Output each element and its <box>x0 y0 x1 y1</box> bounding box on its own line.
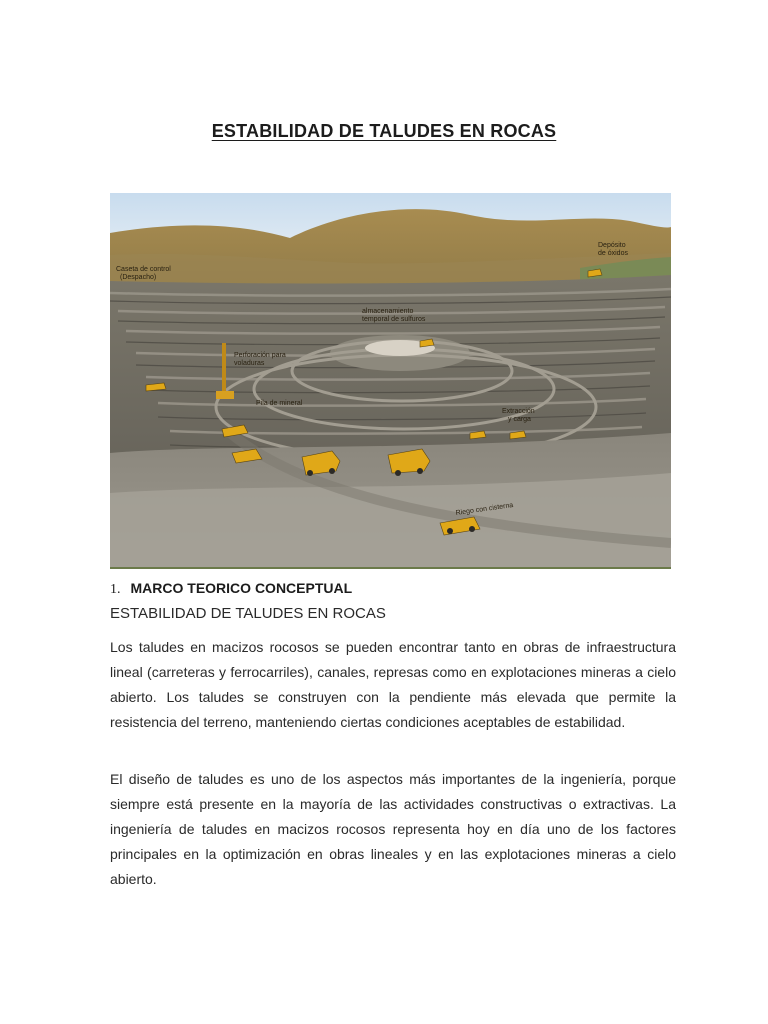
document-title-text: ESTABILIDAD DE TALUDES EN ROCAS <box>211 121 557 141</box>
label-storage-sub: temporal de sulfuros <box>362 316 426 323</box>
figure-bottom-rule <box>110 567 671 569</box>
label-drilling: Perforación para <box>234 352 286 359</box>
label-oxide-deposit-sub: de óxidos <box>598 250 628 257</box>
label-oxide-deposit: Depósito <box>598 242 626 249</box>
label-control-booth: Caseta de control <box>116 266 171 273</box>
paragraph-1: Los taludes en macizos rocosos se pueden encontrar tanto en obras de infraestructura lineal (carreteras y ferrocarriles), canales, represas como en explotaciones mineras a cielo abierto. Los taludes se construyen con la pendiente más elevada que permite la resistencia del terreno, manteniendo ciertas condiciones aceptables de estabilidad. <box>110 639 676 730</box>
label-ore-pile: Pila de mineral <box>256 400 303 407</box>
label-extraction: Extracción <box>502 408 535 415</box>
paragraph-2: El diseño de taludes es uno de los aspectos más importantes de la ingeniería, porque siempre está presente en la mayoría de las actividades constructivas o extractivas. La ingeniería de taludes en macizos rocosos representa hoy en día uno de los factores principales en la optimización en obras lineales y en las explotaciones mineras a cielo abierto. <box>110 771 676 887</box>
label-extraction-sub: y carga <box>508 416 531 423</box>
section-heading <box>110 580 352 598</box>
open-pit-mine-illustration <box>110 193 671 567</box>
section-heading-text: MARCO TEORICO CONCEPTUAL <box>130 580 353 596</box>
label-storage: almacenamiento <box>362 308 414 315</box>
label-watering: Riego con cisterna <box>455 501 514 517</box>
document-title <box>0 121 768 142</box>
label-control-booth-sub: (Despacho) <box>120 274 157 281</box>
section-number: 1. <box>110 582 121 597</box>
section-subheading: ESTABILIDAD DE TALUDES EN ROCAS <box>110 605 386 622</box>
label-drilling-sub: voladuras <box>234 360 265 367</box>
